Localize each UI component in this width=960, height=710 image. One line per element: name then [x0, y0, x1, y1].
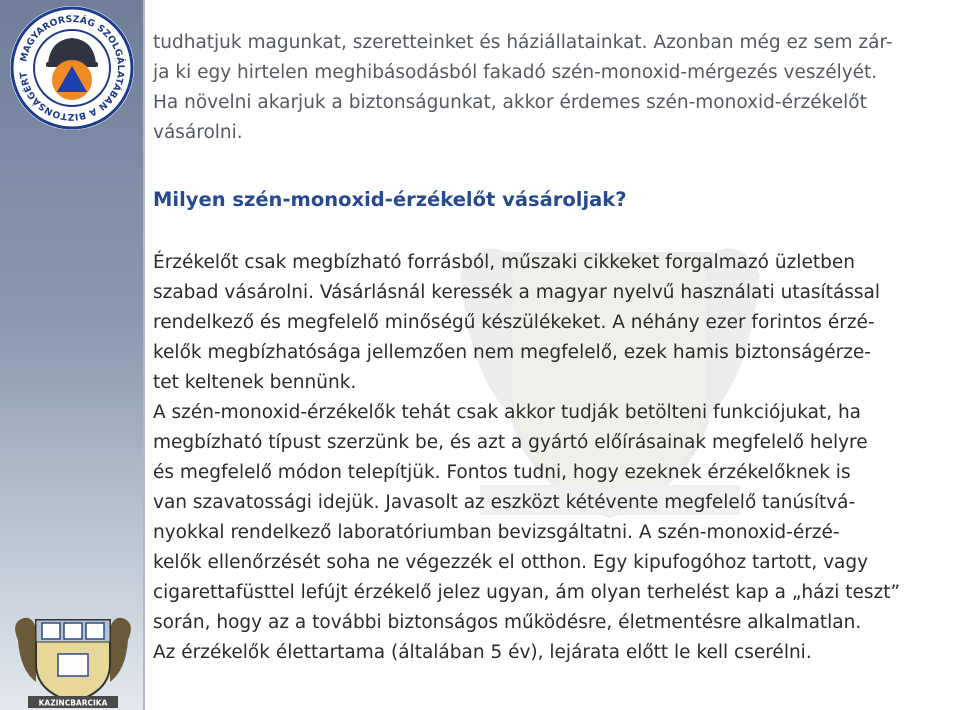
intro-paragraph [153, 28, 943, 148]
text-line: van szavatossági idejük. Javasolt az eszközt kétévente megfelelő tanúsítvá- [153, 492, 856, 513]
section-heading: Milyen szén-monoxid-érzékelőt vásároljak? [153, 188, 627, 211]
text-line: kelők ellenőrzését soha ne végezzék el otthon. Egy kipufogóhoz tartott, vagy [153, 552, 869, 573]
left-lion-icon [15, 618, 36, 682]
main-paragraph [153, 248, 943, 668]
text-line: vásárolni. [153, 122, 243, 143]
text-line: tudhatjuk magunkat, szeretteinket és háziállatainkat. Azonban még ez sem zár- [153, 32, 893, 53]
text-line: Ha növelni akarjuk a biztonságunkat, akkor érdemes szén-monoxid-érzékelőt [153, 92, 867, 113]
text-line: tet keltenek bennünk. [153, 372, 357, 393]
text-line: során, hogy az a további biztonságos működésre, életmentésre alkalmatlan. [153, 612, 862, 633]
text-line: kelők megbízhatósága jellemzően nem megfelelő, ezek hamis biztonságérze- [153, 342, 871, 363]
civil-protection-seal-logo [8, 4, 136, 132]
text-line: nyokkal rendelkező laboratóriumban bevizsgáltatni. A szén-monoxid-érzé- [153, 522, 840, 543]
text-line: és megfelelő módon telepítjük. Fontos tudni, hogy ezeknek érzékelőknek is [153, 462, 851, 483]
text-line: ja ki egy hirtelen meghibásodásból fakadó szén-monoxid-mérgezés veszélyét. [153, 62, 878, 83]
text-line: cigarettafüsttel lefújt érzékelő jelez ugyan, ám olyan terhelést kap a „házi teszt” [153, 582, 901, 603]
text-line: megbízható típust szerzünk be, és azt a gyártó előírásainak megfelelő helyre [153, 432, 868, 453]
text-line: A szén-monoxid-érzékelők tehát csak akkor tudják betölteni funkciójukat, ha [153, 402, 862, 423]
seal-ring-text: MAGYARORSZÁG SZOLGÁLATÁBAN A BIZTONSÁGÉRT [18, 13, 127, 123]
coat-banner-text: KAZINCBARCIKA [38, 698, 108, 708]
text-line: szabad vásárolni. Vásárlásnál keressék a magyar nyelvű használati utasítással [153, 282, 881, 303]
sidebar-divider [143, 0, 145, 710]
text-line: rendelkező és megfelelő minőségű készülékeket. A néhány ezer forintos érzé- [153, 312, 875, 333]
kazincbarcika-coat-of-arms-logo [6, 612, 140, 710]
text-line: Érzékelőt csak megbízható forrásból, műszaki cikkeket forgalmazó üzletben [153, 252, 855, 273]
right-lion-icon [110, 618, 131, 682]
text-line: Az érzékelők élettartama (általában 5 év), lejárata előtt le kell cserélni. [153, 642, 812, 663]
